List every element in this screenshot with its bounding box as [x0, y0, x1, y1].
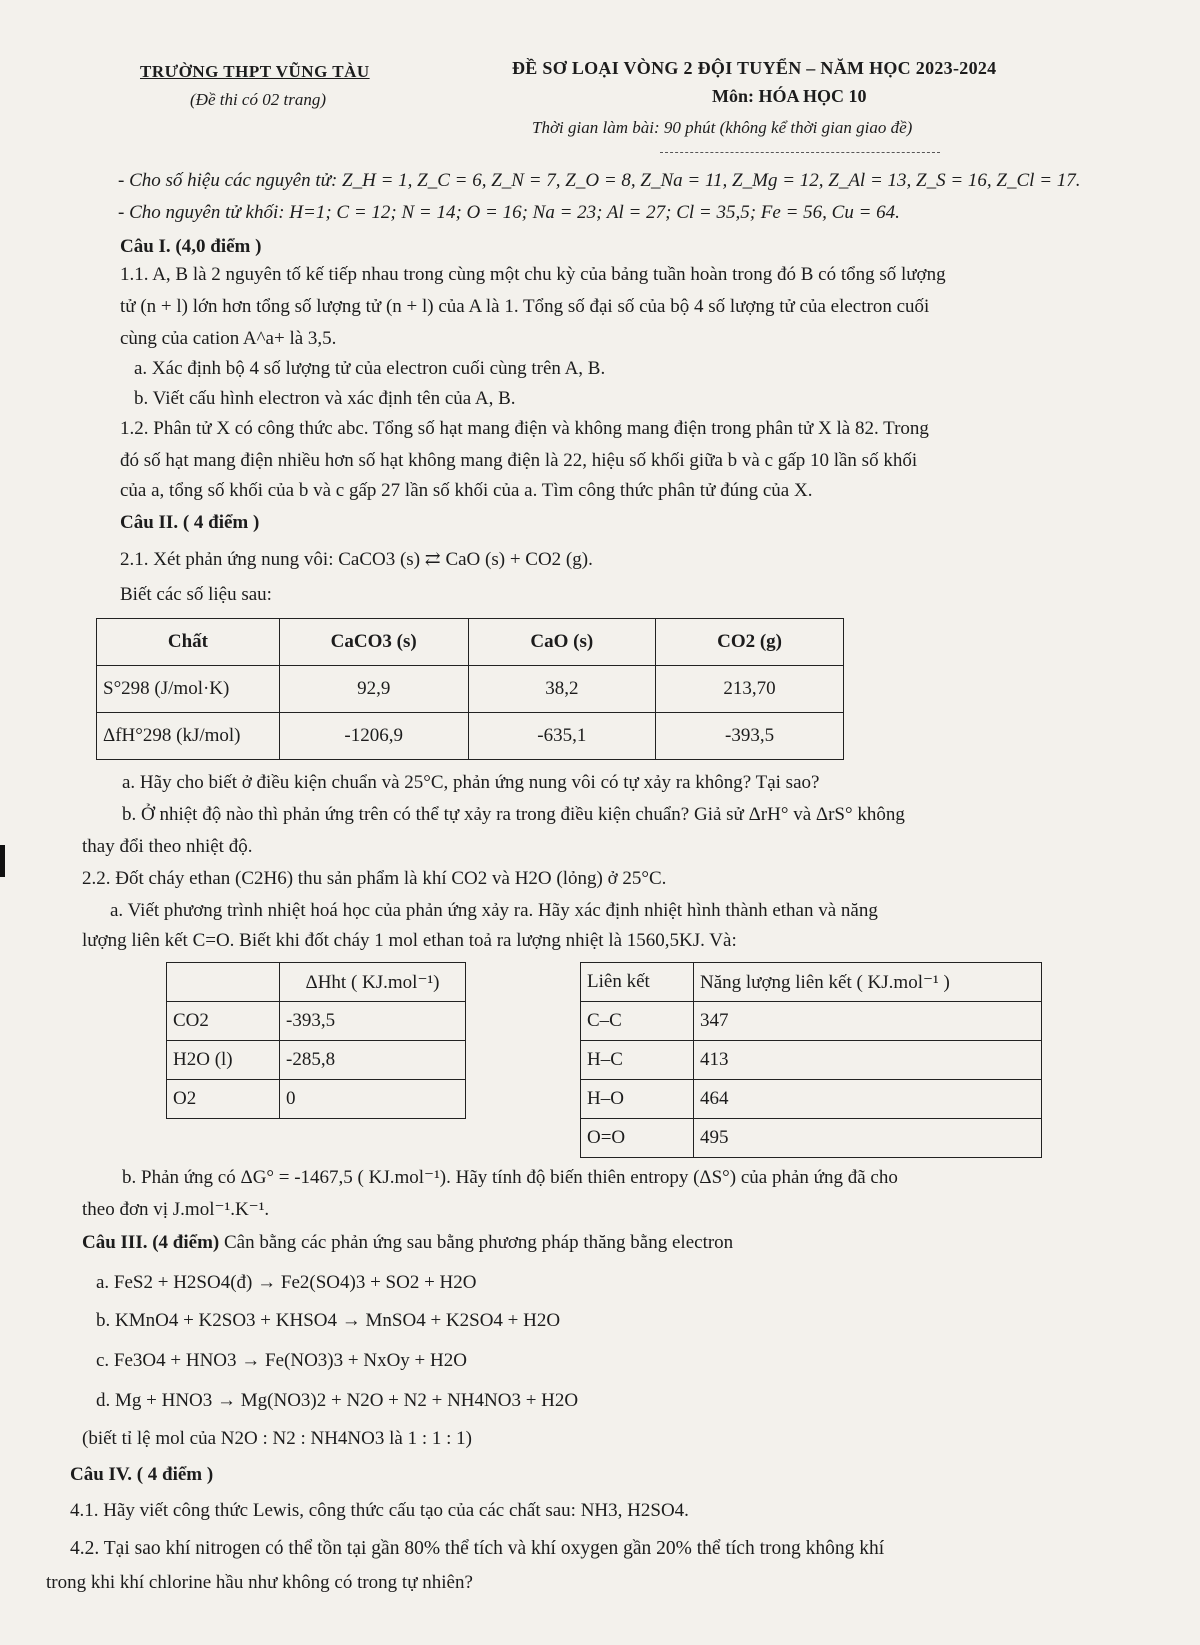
- q1-title: Câu I. (4,0 điểm ): [120, 236, 262, 257]
- enthalpy-header: ΔHht ( KJ.mol⁻¹): [280, 963, 466, 1002]
- q1-1-a: a. Xác định bộ 4 số lượng tử của electron cuối cùng trên A, B.: [134, 358, 606, 379]
- q3-c: c. Fe3O4 + HNO3 → Fe(NO3)3 + NxOy + H2O: [96, 1350, 467, 1371]
- bond-header: Liên kết: [581, 963, 694, 1002]
- school-name: TRƯỜNG THPT VŨNG TÀU: [140, 62, 370, 81]
- q2-title: Câu II. ( 4 điểm ): [120, 512, 260, 533]
- scan-edge-mark: [0, 845, 5, 877]
- exam-time: Thời gian làm bài: 90 phút (không kể thời gian giao đề): [532, 118, 913, 137]
- table-row: [97, 666, 844, 713]
- table-row: [581, 1080, 1042, 1119]
- pages-note: (Đề thi có 02 trang): [190, 90, 326, 109]
- q3-d: d. Mg + HNO3 → Mg(NO3)2 + N2O + N2 + NH4NO3 + H2O: [96, 1390, 579, 1411]
- bond-cell: C–C: [581, 1002, 694, 1041]
- table-row: [167, 1080, 466, 1119]
- table-row: [581, 1041, 1042, 1080]
- thermo-table: [96, 618, 844, 760]
- atomic-masses: - Cho nguyên tử khối: H=1; C = 12; N = 14; O = 16; Na = 23; Al = 27; Cl = 35,5; Fe = 56, Cu = 64.: [118, 202, 900, 223]
- thermo-cell: ΔfH°298 (kJ/mol): [97, 713, 280, 760]
- atomic-numbers: - Cho số hiệu các nguyên tử: Z_H = 1, Z_C = 6, Z_N = 7, Z_O = 8, Z_Na = 11, Z_Mg = 12, Z_Al = 13, Z_S = 16, Z_Cl = 17.: [118, 170, 1081, 191]
- table-corner: [167, 963, 280, 1002]
- table-row: [581, 1119, 1042, 1158]
- q2-2-intro: 2.2. Đốt cháy ethan (C2H6) thu sản phẩm là khí CO2 và H2O (lỏng) ở 25°C.: [82, 868, 667, 889]
- thermo-header: CaCO3 (s): [279, 619, 468, 666]
- thermo-header: Chất: [97, 619, 280, 666]
- bond-cell: H–O: [581, 1080, 694, 1119]
- q1-2-line2: đó số hạt mang điện nhiều hơn số hạt không mang điện là 22, hiệu số khối giữa b và c gấp 10 lần số khối: [120, 450, 918, 471]
- q4-1: 4.1. Hãy viết công thức Lewis, công thức cấu tạo của các chất sau: NH3, H2SO4.: [70, 1500, 689, 1521]
- q2-2-b-line1: b. Phản ứng có ΔG° = -1467,5 ( KJ.mol⁻¹). Hãy tính độ biến thiên entropy (ΔS°) của phản ứng đã cho: [122, 1167, 898, 1188]
- q3-note: (biết tỉ lệ mol của N2O : N2 : NH4NO3 là 1 : 1 : 1): [82, 1428, 472, 1449]
- q1-1-line1: 1.1. A, B là 2 nguyên tố kế tiếp nhau trong cùng một chu kỳ của bảng tuần hoàn trong đó B có tổng số lượng: [120, 264, 946, 285]
- q2-2-a-line2: lượng liên kết C=O. Biết khi đốt cháy 1 mol ethan toả ra lượng nhiệt là 1560,5KJ. Và:: [82, 930, 737, 951]
- q1-1-b: b. Viết cấu hình electron và xác định tên của A, B.: [134, 388, 516, 409]
- exam-title: ĐỀ SƠ LOẠI VÒNG 2 ĐỘI TUYỂN – NĂM HỌC 2023-2024: [512, 58, 997, 78]
- enthalpy-cell: H2O (l): [167, 1041, 280, 1080]
- q4-2-line1: 4.2. Tại sao khí nitrogen có thể tồn tại gần 80% thể tích và khí oxygen gần 20% thể tích trong không khí: [70, 1538, 885, 1559]
- q2-1-b-line2: thay đổi theo nhiệt độ.: [82, 836, 253, 857]
- table-row: [167, 1002, 466, 1041]
- q3-title: Câu III. (4 điểm): [82, 1232, 220, 1253]
- table-row: [97, 713, 844, 760]
- thermo-header: CO2 (g): [656, 619, 844, 666]
- exam-subject: Môn: HÓA HỌC 10: [712, 86, 867, 106]
- q2-2-a-line1: a. Viết phương trình nhiệt hoá học của phản ứng xảy ra. Hãy xác định nhiệt hình thành ethan và năng: [110, 900, 878, 921]
- bond-energy-table: [580, 962, 1042, 1158]
- bond-cell: H–C: [581, 1041, 694, 1080]
- enthalpy-cell: -285,8: [280, 1041, 466, 1080]
- thermo-cell: 38,2: [468, 666, 656, 713]
- q3-heading: [82, 1232, 733, 1254]
- table-row: [581, 1002, 1042, 1041]
- q1-2-line3: của a, tổng số khối của b và c gấp 27 lần số khối của a. Tìm công thức phân tử đúng của X.: [120, 480, 813, 501]
- thermo-cell: -635,1: [468, 713, 656, 760]
- thermo-cell: S°298 (J/mol·K): [97, 666, 280, 713]
- q1-2-line1: 1.2. Phân tử X có công thức abc. Tổng số hạt mang điện và không mang điện trong phân tử X là 82. Trong: [120, 418, 929, 439]
- enthalpy-cell: CO2: [167, 1002, 280, 1041]
- q2-data-intro: Biết các số liệu sau:: [120, 584, 272, 605]
- bond-cell: 413: [694, 1041, 1042, 1080]
- table-row: [167, 1041, 466, 1080]
- q3-title-rest: Cân bằng các phản ứng sau bằng phương pháp thăng bằng electron: [223, 1232, 734, 1253]
- bond-header: Năng lượng liên kết ( KJ.mol⁻¹ ): [694, 963, 1042, 1002]
- q4-2-line2: trong khi khí chlorine hầu như không có trong tự nhiên?: [46, 1572, 473, 1593]
- q2-1-a: a. Hãy cho biết ở điều kiện chuẩn và 25°C, phản ứng nung vôi có tự xảy ra không? Tại sao?: [122, 772, 820, 793]
- thermo-cell: 213,70: [656, 666, 844, 713]
- bond-cell: 495: [694, 1119, 1042, 1158]
- q3-b: b. KMnO4 + K2SO3 + KHSO4 → MnSO4 + K2SO4 + H2O: [96, 1310, 561, 1331]
- q1-1-line2: tử (n + l) lớn hơn tổng số lượng tử (n + l) của A là 1. Tổng số đại số của bộ 4 số lượng tử của electron cuối: [120, 296, 930, 317]
- formation-enthalpy-table: [166, 962, 466, 1119]
- thermo-cell: -1206,9: [279, 713, 468, 760]
- q2-2-b-line2: theo đơn vị J.mol⁻¹.K⁻¹.: [82, 1199, 270, 1220]
- enthalpy-cell: 0: [280, 1080, 466, 1119]
- enthalpy-cell: -393,5: [280, 1002, 466, 1041]
- enthalpy-cell: O2: [167, 1080, 280, 1119]
- header-divider: [660, 152, 940, 153]
- q3-a: a. FeS2 + H2SO4(đ) → Fe2(SO4)3 + SO2 + H2O: [96, 1272, 477, 1293]
- q2-1-b-line1: b. Ở nhiệt độ nào thì phản ứng trên có thể tự xảy ra trong điều kiện chuẩn? Giả sử ΔrH° và ΔrS° không: [122, 804, 905, 825]
- thermo-cell: 92,9: [279, 666, 468, 713]
- thermo-cell: -393,5: [656, 713, 844, 760]
- q2-1-reaction: 2.1. Xét phản ứng nung vôi: CaCO3 (s) ⇄ CaO (s) + CO2 (g).: [120, 549, 593, 570]
- q1-1-line3: cùng của cation A^a+ là 3,5.: [120, 328, 337, 349]
- bond-cell: 464: [694, 1080, 1042, 1119]
- thermo-header: CaO (s): [468, 619, 656, 666]
- bond-cell: 347: [694, 1002, 1042, 1041]
- q4-title: Câu IV. ( 4 điểm ): [70, 1464, 214, 1485]
- bond-cell: O=O: [581, 1119, 694, 1158]
